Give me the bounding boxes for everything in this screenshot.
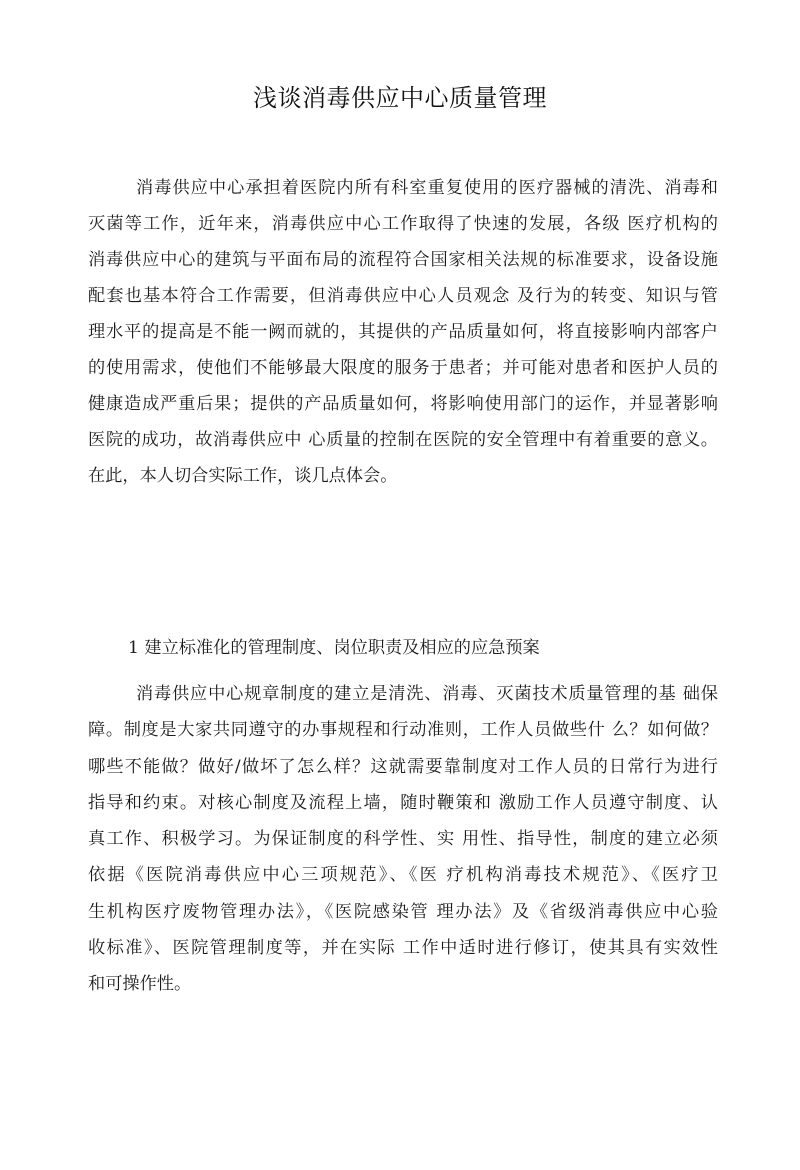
document-title: 浅谈消毒供应中心质量管理 <box>253 84 547 112</box>
intro-line: 灭菌等工作，近年来，消毒供应中心工作取得了快速的发展，各级 医疗机构的 <box>88 214 718 234</box>
intro-line: 健康造成严重后果；提供的产品质量如何，将影响使用部门的运作，并显著影响 <box>88 394 718 414</box>
section-line: 消毒供应中心规章制度的建立是清洗、消毒、灭菌技术质量管理的基 础保 <box>136 684 718 704</box>
intro-line: 在此，本人切合实际工作，谈几点体会。 <box>88 466 398 486</box>
intro-paragraph <box>88 170 718 494</box>
section-line: 哪些不能做？做好/做坏了怎么样？这就需要靠制度对工作人员的日常行为进行 <box>88 756 718 777</box>
section-line: 指导和约束。对核心制度及流程上墙，随时鞭策和 激励工作人员遵守制度、认 <box>88 792 718 813</box>
section-heading: 1 建立标准化的管理制度、岗位职责及相应的应急预案 <box>128 638 540 658</box>
intro-line: 理水平的提高是不能一阙而就的，其提供的产品质量如何，将直接影响内部客户 <box>88 322 718 342</box>
intro-line: 的使用需求，使他们不能够最大限度的服务于患者；并可能对患者和医护人员的 <box>88 358 718 378</box>
intro-line: 配套也基本符合工作需要，但消毒供应中心人员观念 及行为的转变、知识与管 <box>88 286 718 306</box>
intro-line: 消毒供应中心的建筑与平面布局的流程符合国家相关法规的标准要求，设备设施 <box>88 250 718 270</box>
section-line: 收标准》、医院管理制度等，并在实际 工作中适时进行修订，使其具有实效性 <box>88 938 718 959</box>
section-line: 生机构医疗废物管理办法》，《医院感染管 理办法》及《省级消毒供应中心验 <box>88 901 718 922</box>
section-paragraph <box>88 676 718 1003</box>
section-line: 依据《医院消毒供应中心三项规范》、《医 疗机构消毒技术规范》、《医疗卫 <box>88 865 718 886</box>
intro-line: 消毒供应中心承担着医院内所有科室重复使用的医疗器械的清洗、消毒和 <box>136 178 718 198</box>
section-line: 障。制度是大家共同遵守的办事规程和行动准则，工作人员做些什 么？如何做？ <box>88 720 718 741</box>
section-line: 和可操作性。 <box>88 974 192 995</box>
section-line: 真工作、积极学习。为保证制度的科学性、实 用性、指导性，制度的建立必须 <box>88 829 718 850</box>
intro-line: 医院的成功，故消毒供应中 心质量的控制在医院的安全管理中有着重要的意义。 <box>88 430 718 450</box>
